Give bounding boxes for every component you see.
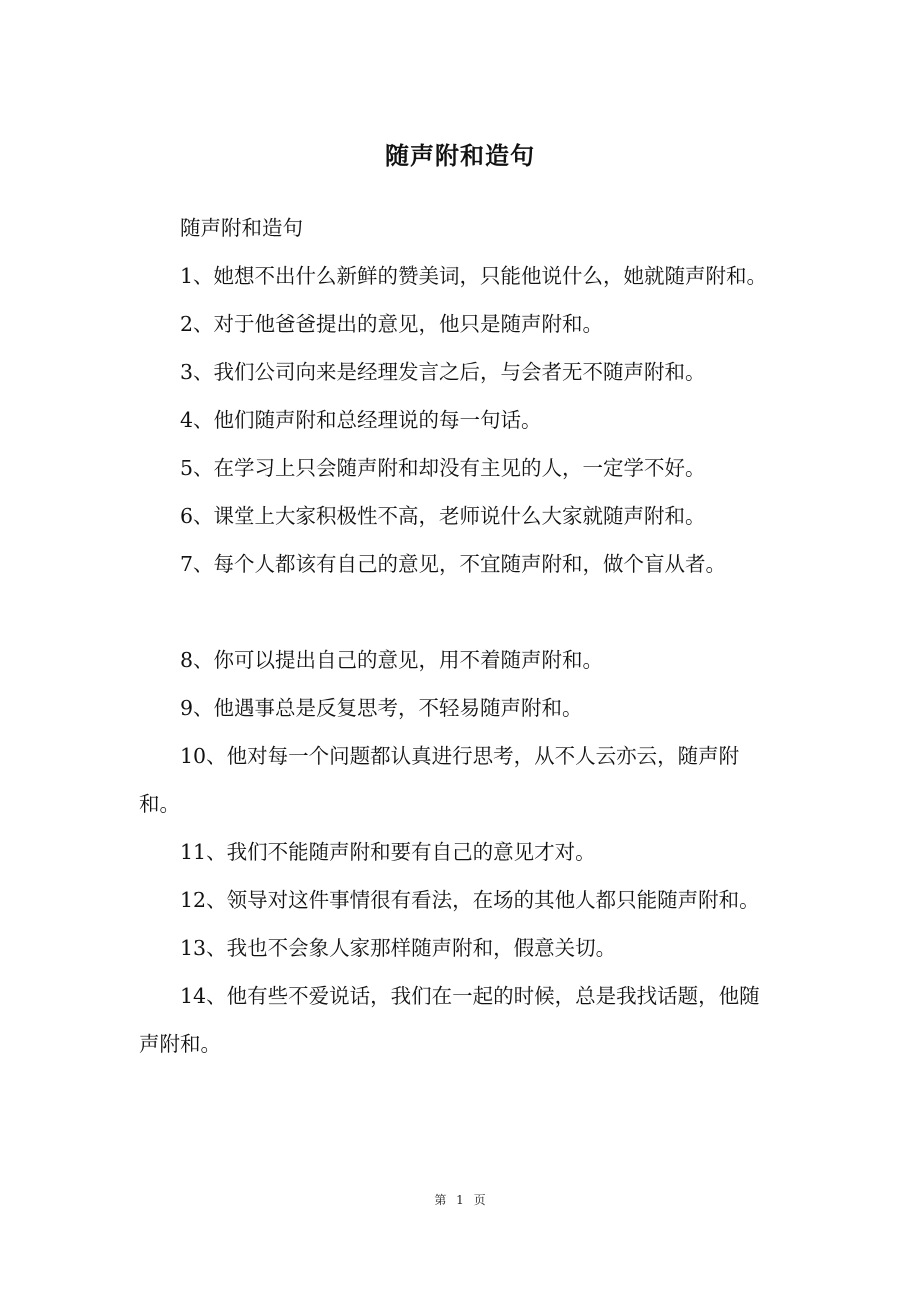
sentence-6: 6、课堂上大家积极性不高，老师说什么大家就随声附和。: [180, 504, 706, 528]
sentence-5: 5、在学习上只会随声附和却没有主见的人，一定学不好。: [180, 456, 706, 480]
paragraph-gap: [139, 588, 779, 636]
sentence-10: 10、他对每一个问题都认真进行思考，从不人云亦云，随声附和。: [139, 744, 740, 816]
page-footer: [0, 1190, 920, 1210]
footer-suffix: 页: [473, 1193, 486, 1207]
document-body: [139, 204, 779, 1068]
sentence-12: 12、领导对这件事情很有看法，在场的其他人都只能随声附和。: [180, 888, 760, 912]
sentence-11: 11、我们不能随声附和要有自己的意见才对。: [180, 840, 596, 864]
sentence-13: 13、我也不会象人家那样随声附和，假意关切。: [180, 936, 617, 960]
sentence-4: 4、他们随声附和总经理说的每一句话。: [180, 408, 542, 432]
footer-page-number: 1: [456, 1193, 464, 1207]
sentence-7: 7、每个人都该有自己的意见，不宜随声附和，做个盲从者。: [180, 552, 727, 576]
document-title: 随声附和造句: [385, 142, 535, 170]
sentence-14: 14、他有些不爱说话，我们在一起的时候，总是我找话题，他随声附和。: [139, 984, 760, 1056]
sentence-2: 2、对于他爸爸提出的意见，他只是随声附和。: [180, 312, 604, 336]
sentence-1: 1、她想不出什么新鲜的赞美词，只能他说什么，她就随声附和。: [180, 264, 768, 288]
footer-prefix: 第: [434, 1193, 447, 1207]
sentence-9: 9、他遇事总是反复思考，不轻易随声附和。: [180, 696, 583, 720]
sentence-8: 8、你可以提出自己的意见，用不着随声附和。: [180, 648, 604, 672]
sentence-3: 3、我们公司向来是经理发言之后，与会者无不随声附和。: [180, 360, 706, 384]
document-subtitle: 随声附和造句: [180, 216, 303, 240]
